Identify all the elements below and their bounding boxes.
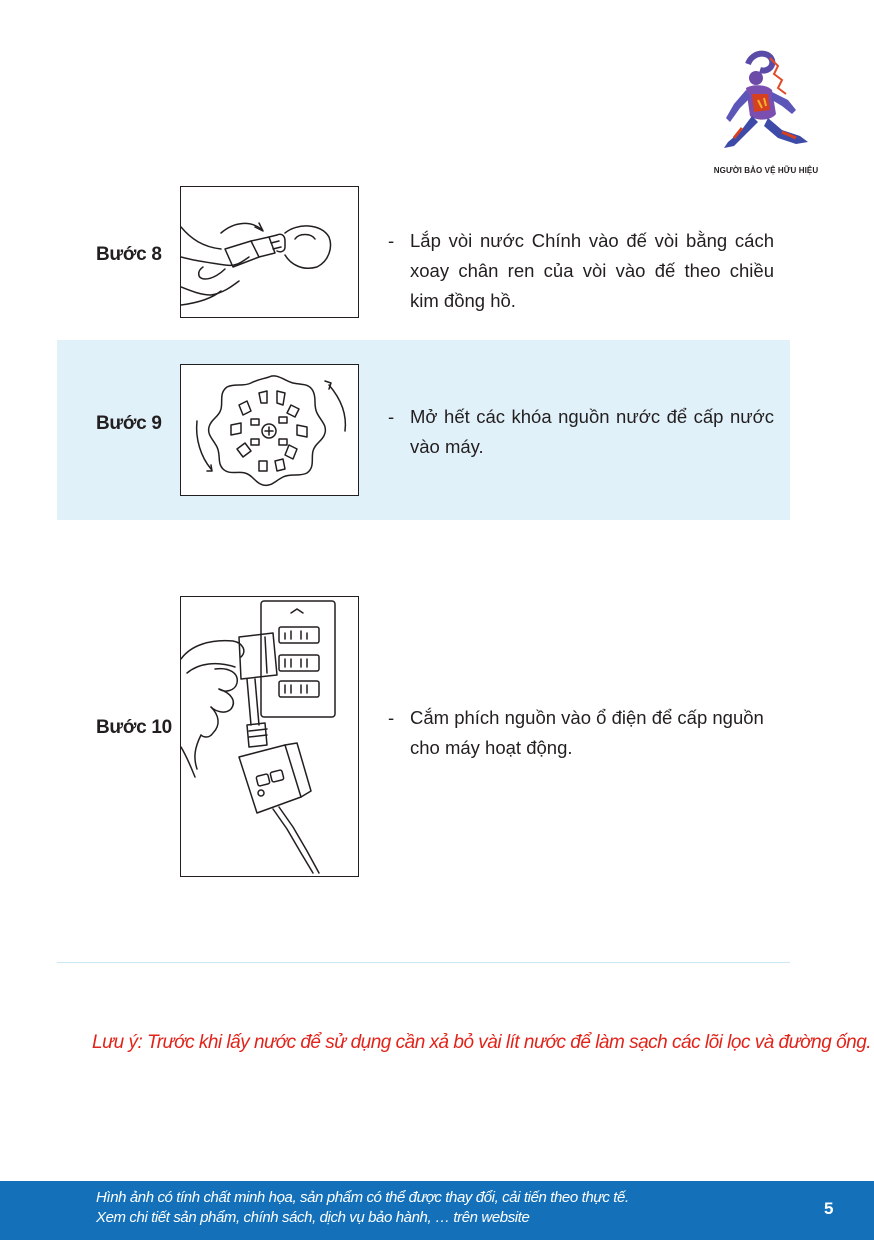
step-9-text: Mở hết các khóa nguồn nước để cấp nước vào máy. (410, 406, 774, 457)
brand-tagline: NGƯỜI BẢO VỆ HỮU HIỆU (713, 166, 819, 175)
step-8-text: Lắp vòi nước Chính vào đế vòi bằng cách xoay chân ren của vòi vào đế theo chiều kim đồng hồ. (410, 230, 774, 311)
list-dash: - (388, 707, 395, 728)
step-9-description (388, 402, 774, 462)
step-8-description (388, 226, 774, 316)
section-divider (57, 962, 790, 963)
page-number: 5 (824, 1199, 834, 1218)
power-plug-illustration (180, 596, 359, 877)
step-10-description (388, 703, 774, 763)
step-10-text: Cắm phích nguồn vào ổ điện để cấp nguồn cho máy hoạt động. (410, 707, 764, 758)
water-valve-illustration (180, 364, 359, 496)
step-10-label: Bước 10 (96, 717, 172, 738)
footer-disclaimer: Hình ảnh có tính chất minh họa, sản phẩm có thể được thay đổi, cải tiến theo thực tế. (96, 1189, 629, 1206)
faucet-attach-illustration (180, 186, 359, 318)
warning-note: Lưu ý: Trước khi lấy nước để sử dụng cần xả bỏ vài lít nước để làm sạch các lõi lọc và đường ống. (92, 1032, 872, 1053)
footer-bar (0, 1181, 874, 1240)
list-dash: - (388, 230, 395, 251)
footer-website-note: Xem chi tiết sản phẩm, chính sách, dịch vụ bảo hành, … trên website (96, 1209, 530, 1226)
step-8-label: Bước 8 (96, 244, 162, 265)
step-9-label: Bước 9 (96, 413, 162, 434)
list-dash: - (388, 406, 395, 427)
athlete-logo-icon (712, 44, 822, 184)
